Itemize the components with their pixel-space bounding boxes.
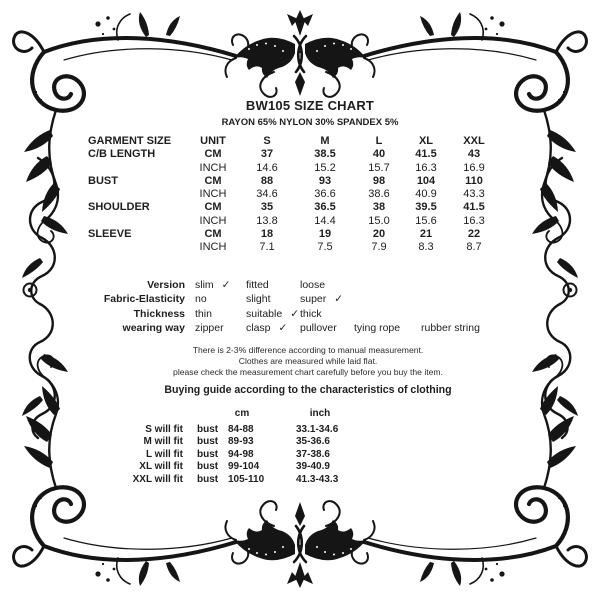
size-row	[88, 148, 500, 161]
size-cell: 36.5	[314, 201, 336, 214]
fit-label: L will fit	[145, 449, 183, 460]
size-cell: 104	[416, 174, 436, 187]
option-text: rubber string	[421, 322, 480, 334]
measurement-note-1: There is 2-3% difference according to manual measurement.	[192, 345, 424, 355]
option-text: slim	[195, 279, 214, 291]
attribute-option	[354, 322, 408, 334]
measurement-note-2: Clothes are measured while laid flat.	[238, 356, 378, 366]
cm-range: 89-93	[228, 436, 254, 447]
fit-label: M will fit	[143, 436, 183, 447]
size-cell: 110	[465, 174, 483, 187]
measure-label: bust	[197, 449, 219, 460]
size-row	[88, 241, 500, 254]
option-text: fitted	[246, 279, 269, 291]
col-header: GARMENT SIZE	[88, 135, 172, 147]
size-cell: 41.5	[415, 148, 437, 161]
size-table-header-row	[88, 135, 500, 148]
size-cell: 38.6	[368, 188, 390, 201]
size-cell: INCH	[199, 161, 227, 174]
size-cell: 88	[260, 174, 274, 187]
size-cell: 34.6	[256, 188, 278, 201]
size-cell: 15.6	[415, 214, 437, 227]
attribute-label: Version	[147, 279, 185, 291]
size-cell: 15.2	[314, 161, 336, 174]
attribute-option	[195, 279, 230, 291]
size-cell: C/B LENGTH	[88, 148, 156, 161]
size-cell: 7.9	[371, 241, 387, 254]
attribute-option	[421, 322, 488, 334]
size-cell: 38.5	[314, 148, 336, 161]
measure-label: bust	[197, 436, 219, 447]
size-cell: 14.6	[256, 161, 278, 174]
option-text: thin	[195, 308, 212, 320]
measurement-note-3: please check the measurement chart carefully before you buy the item.	[173, 367, 443, 377]
attribute-option	[300, 322, 345, 334]
col-header: XL	[418, 135, 434, 147]
size-cell: 20	[372, 228, 386, 241]
size-row	[88, 201, 500, 214]
measure-label: bust	[197, 424, 219, 435]
size-cell: INCH	[199, 214, 227, 227]
size-cell: 16.3	[463, 214, 485, 227]
cm-column-header: cm	[234, 408, 250, 419]
size-row	[88, 188, 500, 201]
size-cell: 98	[372, 174, 386, 187]
size-cell: 37	[260, 148, 274, 161]
attribute-option	[246, 322, 287, 334]
attribute-option	[246, 293, 279, 305]
attribute-label: Fabric-Elasticity	[103, 293, 185, 305]
size-cell: CM	[204, 228, 222, 241]
size-row	[88, 228, 500, 241]
checkmark-icon: ✓	[221, 279, 231, 291]
cm-range: 84-88	[228, 424, 254, 435]
attribute-label: wearing way	[122, 322, 185, 334]
size-cell: 40	[372, 148, 386, 161]
size-cell: 43.3	[463, 188, 485, 201]
attribute-label: Thickness	[133, 308, 185, 320]
size-cell: 16.3	[415, 161, 437, 174]
cm-range: 105-110	[228, 474, 265, 485]
size-cell: CM	[204, 174, 222, 187]
inch-range: 33.1-34.6	[296, 424, 339, 435]
size-cell: 19	[318, 228, 332, 241]
buying-guide-row	[0, 474, 600, 487]
col-header: UNIT	[200, 135, 226, 147]
buying-guide-row	[0, 461, 600, 474]
option-text: no	[195, 293, 207, 305]
size-cell: 15.7	[368, 161, 390, 174]
option-text: zipper	[195, 322, 224, 334]
inch-range: 35-36.6	[296, 436, 330, 447]
size-cell: INCH	[199, 188, 227, 201]
size-cell: 36.6	[314, 188, 336, 201]
size-cell: INCH	[199, 241, 227, 254]
buying-guide-row	[0, 436, 600, 449]
fit-label: XL will fit	[139, 461, 183, 472]
size-cell: 8.7	[466, 241, 482, 254]
option-text: pullover	[300, 322, 337, 334]
attribute-option	[300, 279, 333, 291]
inch-column-header: inch	[309, 408, 331, 419]
attribute-row-thickness	[0, 308, 600, 322]
size-cell: SHOULDER	[88, 201, 150, 214]
option-text: suitable	[246, 308, 283, 320]
size-cell: 21	[419, 228, 433, 241]
size-cell: 18	[260, 228, 274, 241]
size-cell: CM	[204, 201, 222, 214]
inch-range: 37-38.6	[296, 449, 330, 460]
option-text: slight	[246, 293, 271, 305]
size-cell	[88, 162, 188, 175]
size-cell: 13.8	[256, 214, 278, 227]
size-cell: 93	[318, 174, 332, 187]
cm-range: 94-98	[228, 449, 254, 460]
option-text: loose	[300, 279, 326, 291]
size-cell	[88, 241, 188, 254]
size-cell: 16.9	[463, 161, 485, 174]
size-cell: BUST	[88, 174, 118, 187]
fit-label: S will fit	[145, 424, 183, 435]
buying-guide-heading: Buying guide according to the characteristics of clothing	[164, 384, 452, 396]
size-cell	[88, 215, 188, 228]
attribute-option	[195, 293, 215, 305]
buying-guide-header-row	[0, 408, 600, 421]
attribute-row-wearing-way	[0, 322, 600, 336]
size-cell: 35	[260, 201, 274, 214]
fabric-composition: RAYON 65% NYLON 30% SPANDEX 5%	[221, 117, 399, 128]
size-cell: 8.3	[418, 241, 434, 254]
inch-range: 41.3-43.3	[296, 474, 339, 485]
checkmark-icon: ✓	[334, 293, 344, 305]
size-cell: 7.1	[259, 241, 275, 254]
size-cell: 15.0	[368, 214, 390, 227]
attribute-row-version	[0, 279, 600, 293]
inch-range: 39-40.9	[296, 461, 330, 472]
option-text: clasp	[246, 322, 271, 334]
col-header: XXL	[463, 135, 485, 147]
size-cell: 40.9	[415, 188, 437, 201]
attribute-option	[246, 279, 277, 291]
size-cell: 39.5	[415, 201, 437, 214]
size-cell: 41.5	[463, 201, 485, 214]
col-header: M	[320, 135, 330, 147]
option-text: super	[300, 293, 327, 305]
size-cell: 38	[372, 201, 386, 214]
size-row	[88, 175, 500, 188]
checkmark-icon: ✓	[290, 308, 300, 320]
option-text: tying rope	[354, 322, 401, 334]
size-cell: 14.4	[314, 214, 336, 227]
attribute-option	[195, 308, 220, 320]
attribute-option	[300, 293, 343, 305]
col-header: L	[375, 135, 383, 147]
size-cell	[88, 188, 188, 201]
option-text: thick	[300, 308, 322, 320]
checkmark-icon: ✓	[278, 322, 288, 334]
size-cell: 7.5	[317, 241, 333, 254]
measure-label: bust	[197, 474, 219, 485]
attribute-option	[195, 322, 232, 334]
size-cell: 22	[467, 228, 481, 241]
col-header: S	[263, 135, 271, 147]
size-cell: 43	[467, 148, 481, 161]
size-row	[88, 162, 500, 175]
cm-range: 99-104	[228, 461, 260, 472]
page-title: BW105 SIZE CHART	[245, 98, 375, 113]
attribute-row-elasticity	[0, 293, 600, 307]
size-cell: SLEEVE	[88, 228, 132, 241]
size-row	[88, 215, 500, 228]
size-cell: CM	[204, 148, 222, 161]
fit-label: XXL will fit	[132, 474, 183, 485]
measure-label: bust	[197, 461, 219, 472]
attribute-option	[300, 308, 330, 320]
size-table	[88, 135, 500, 255]
attribute-option	[246, 308, 299, 320]
